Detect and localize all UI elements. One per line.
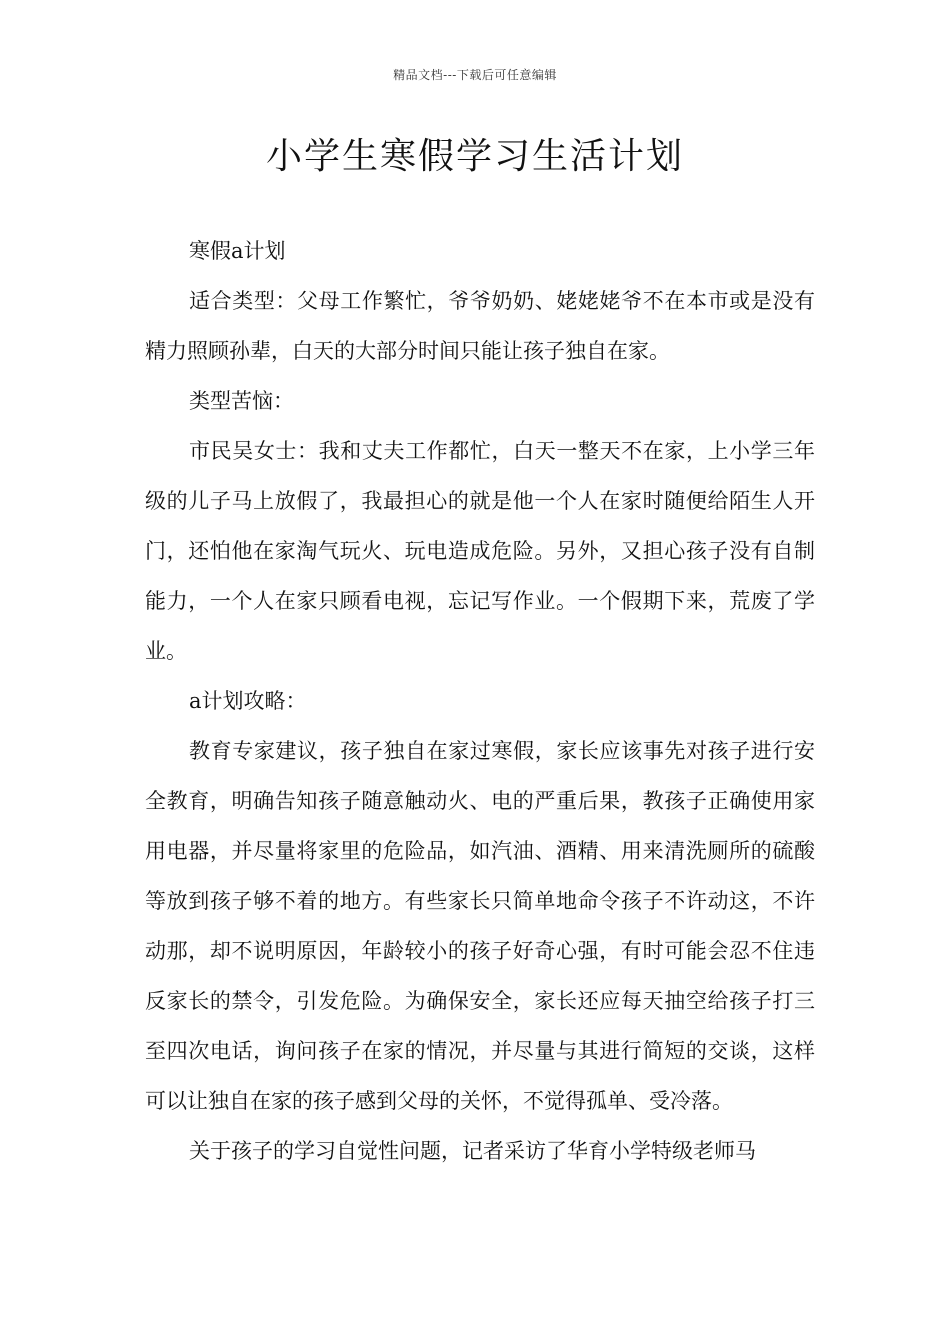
paragraph-expert-advice: 教育专家建议，孩子独自在家过寒假，家长应该事先对孩子进行安全教育，明确告知孩子随意触动火、电的严重后果，教孩子正确使用家用电器，并尽量将家里的危险品，如汽油、酒精、用来清洗厕所的硫酸等放到孩子够不着的地方。有些家长只简单地命令孩子不许动这，不许动那，却不说明原因，年龄较小的孩子好奇心强，有时可能会忍不住违反家长的禁令，引发危险。为确保安全，家长还应每天抽空给孩子打三至四次电话，询问孩子在家的情况，并尽量与其进行简短的交谈，这样可以让独自在家的孩子感到父母的关怀，不觉得孤单、受冷落。	[145, 739, 815, 1113]
header-note: 精品文档---下载后可任意编辑	[393, 68, 557, 82]
paragraph-learning-initiative: 关于孩子的学习自觉性问题，记者采访了华育小学特级老师马	[189, 1139, 756, 1163]
document-body	[145, 226, 815, 1176]
paragraph-plan-a-strategy-heading: a计划攻略：	[189, 689, 307, 713]
paragraph-plan-a-heading: 寒假a计划	[189, 239, 286, 263]
paragraph-citizen-quote: 市民吴女士：我和丈夫工作都忙，白天一整天不在家，上小学三年级的儿子马上放假了，我最担心的就是他一个人在家时随便给陌生人开门，还怕他在家淘气玩火、玩电造成危险。另外，又担心孩子没有自制能力，一个人在家只顾看电视，忘记写作业。一个假期下来，荒废了学业。	[145, 439, 815, 663]
paragraph-type-trouble-heading: 类型苦恼：	[189, 389, 294, 413]
document-title: 小学生寒假学习生活计划	[265, 136, 684, 177]
paragraph-suitable-type: 适合类型：父母工作繁忙，爷爷奶奶、姥姥姥爷不在本市或是没有精力照顾孙辈，白天的大部分时间只能让孩子独自在家。	[145, 289, 815, 363]
